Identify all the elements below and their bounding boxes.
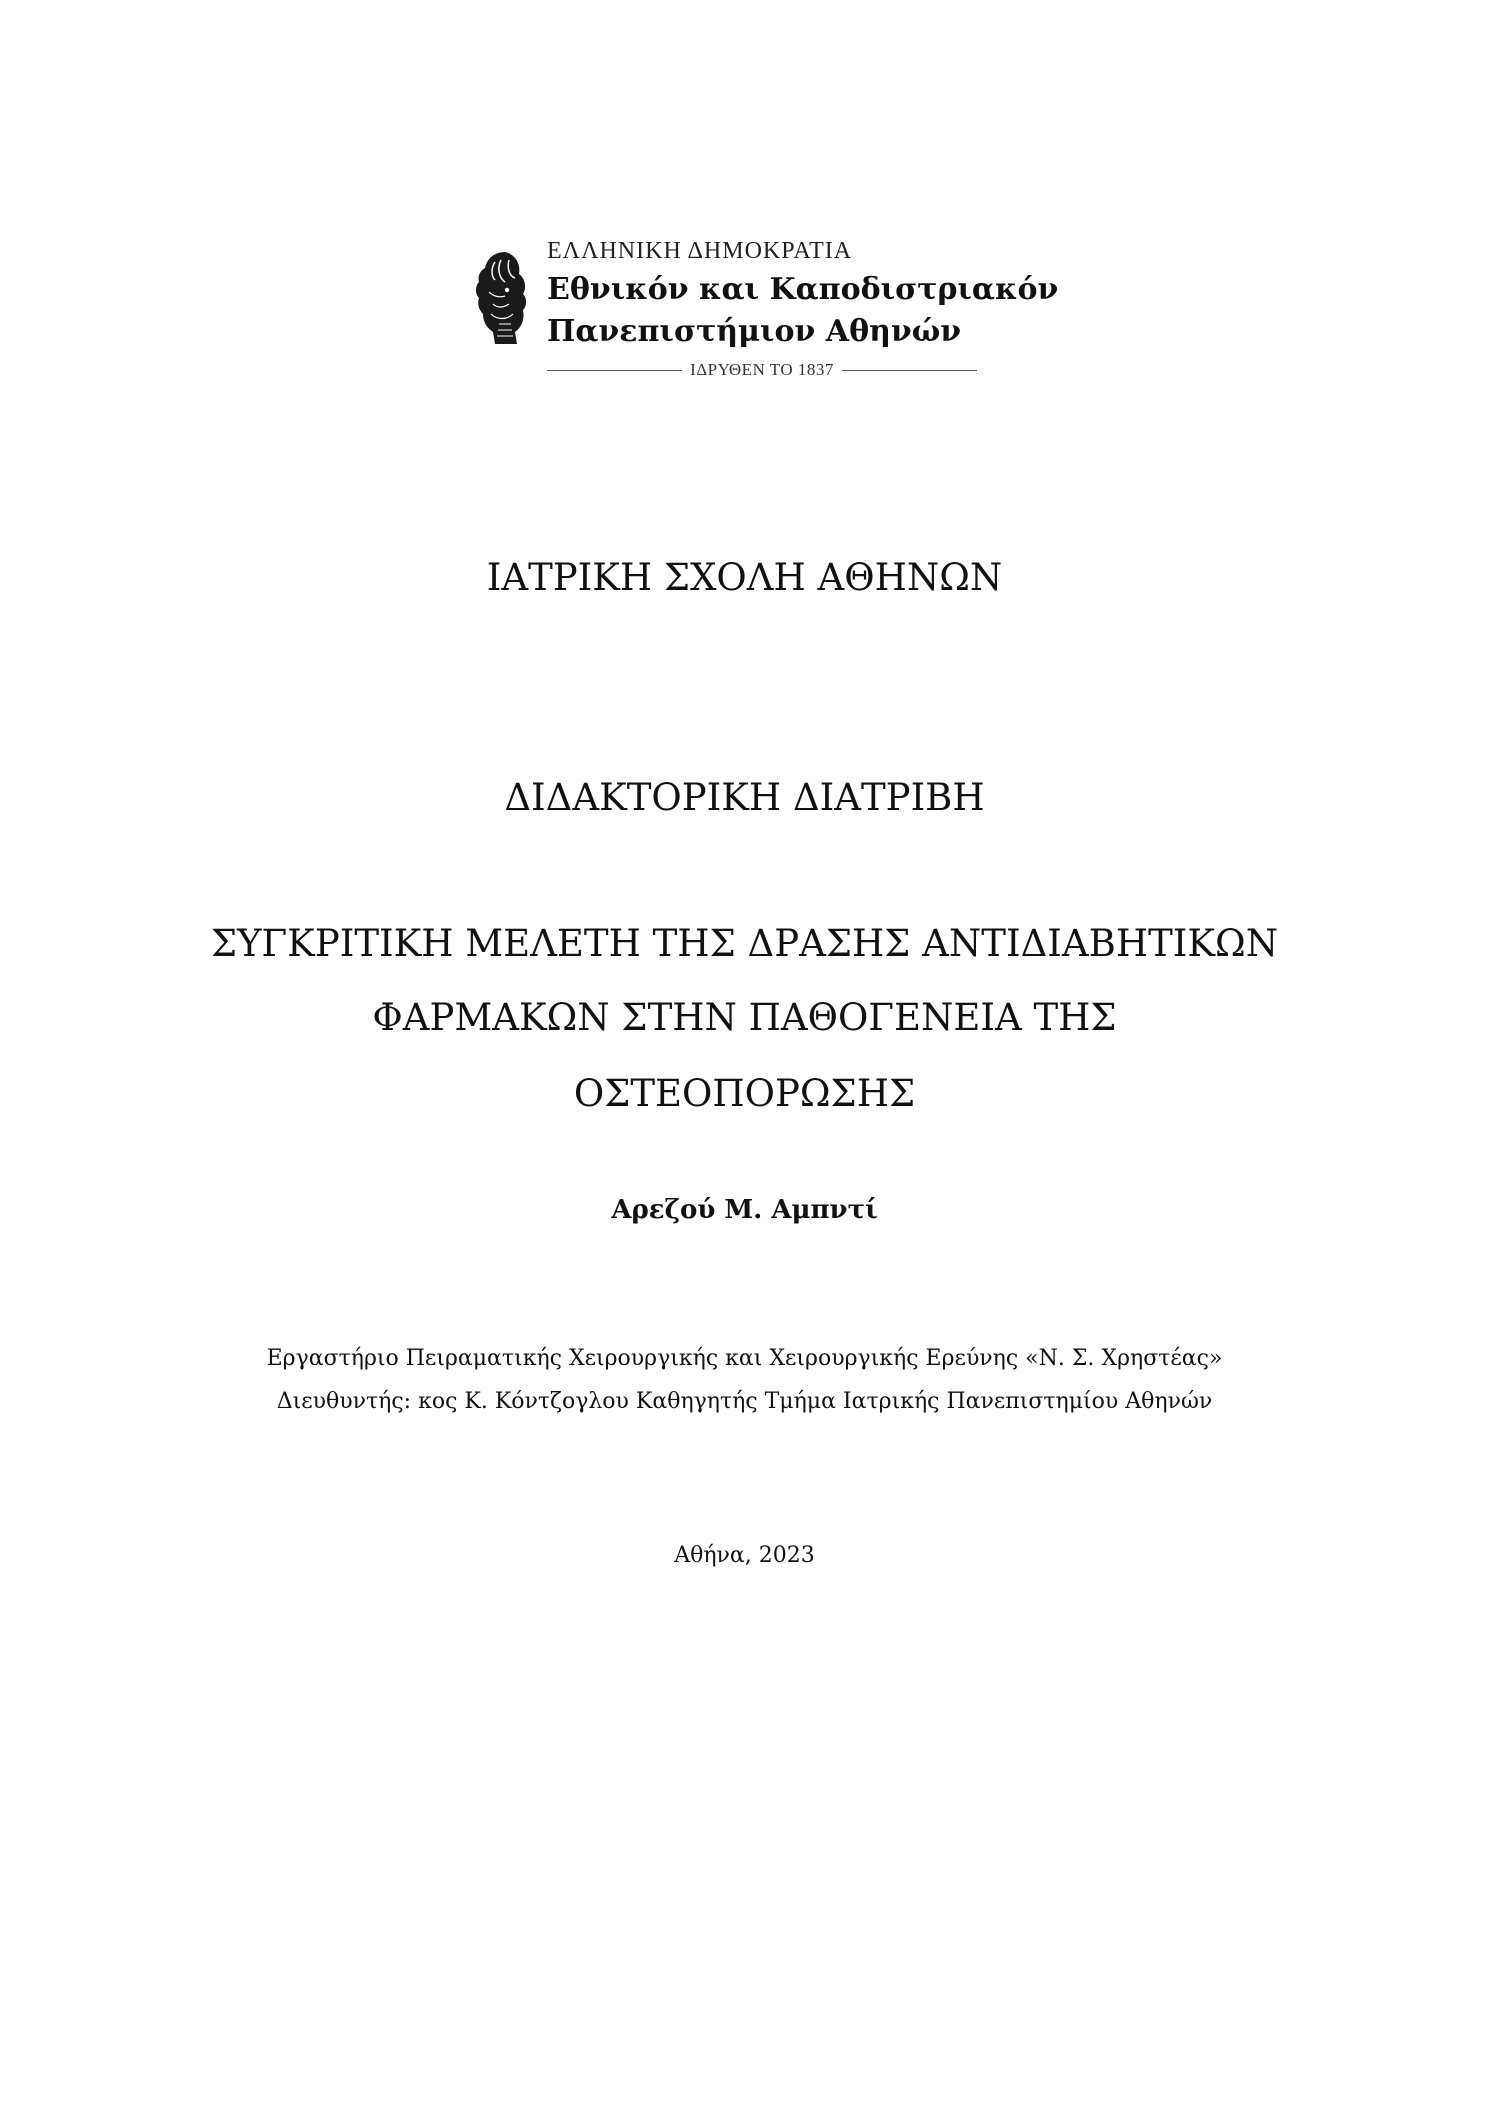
director-line: Διευθυντής: κος Κ. Κόντζογλου Καθηγητής Τμήμα Ιατρικής Πανεπιστημίου Αθηνών bbox=[276, 1389, 1213, 1414]
school-name: ΙΑΤΡΙΚΗ ΣΧΟΛΗ ΑΘΗΝΩΝ bbox=[486, 556, 1003, 599]
place-and-date: Αθήνα, 2023 bbox=[674, 1543, 815, 1568]
thesis-title-line-1: ΣΥΓΚΡΙΤΙΚΗ ΜΕΛΕΤΗ ΤΗΣ ΔΡΑΣΗΣ ΑΝΤΙΔΙΑΒΗΤΙΚΩΝ bbox=[210, 922, 1279, 965]
logo-republic-text: ΕΛΛΗΝΙΚΗ ΔΗΜΟΚΡΑΤΙΑ bbox=[547, 238, 853, 264]
athena-head-emblem-icon bbox=[465, 248, 535, 348]
logo-founded-text: ΙΔΡΥΘΕΝ ΤΟ 1837 bbox=[690, 360, 834, 379]
author-name: Αρεζού Μ. Αμπντί bbox=[611, 1195, 878, 1225]
logo-founded-line bbox=[547, 360, 977, 380]
logo-university-name-line2: Πανεπιστήμιον Αθηνών bbox=[547, 314, 962, 349]
thesis-title-line-2: ΦΑΡΜΑΚΩΝ ΣΤΗΝ ΠΑΘΟΓΕΝΕΙΑ ΤΗΣ bbox=[372, 996, 1117, 1039]
divider-left bbox=[547, 370, 682, 371]
document-type: ΔΙΔΑΚΤΟΡΙΚΗ ΔΙΑΤΡΙΒΗ bbox=[504, 776, 985, 819]
thesis-title-line-3: ΟΣΤΕΟΠΟΡΩΣΗΣ bbox=[573, 1072, 916, 1115]
logo-university-name-line1: Εθνικόν και Καποδιστριακόν bbox=[547, 272, 1059, 307]
laboratory-name: Εργαστήριο Πειραματικής Χειρουργικής και Χειρουργικής Ερεύνης «Ν. Σ. Χρηστέας» bbox=[266, 1346, 1223, 1371]
university-logo bbox=[465, 238, 1059, 379]
divider-right bbox=[842, 370, 977, 371]
